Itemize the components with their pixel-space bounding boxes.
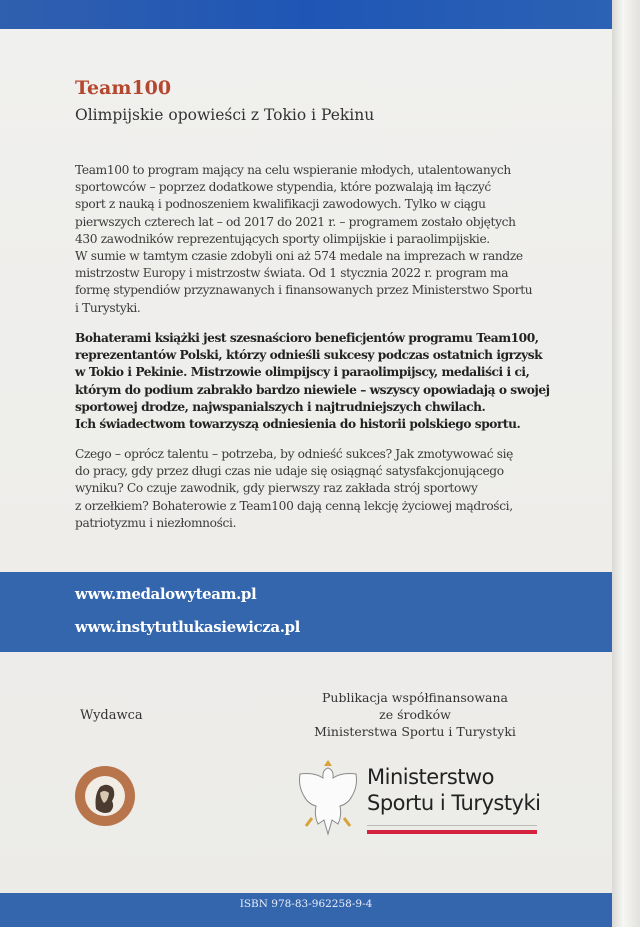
text-line: sportowej drodze, najwspanialszych i najtrudniejszych chwilach. bbox=[75, 399, 486, 414]
text-line: pierwszych czterech lat – od 2017 do 2021 r. – programem zostało objętych bbox=[75, 214, 516, 229]
ministry-name bbox=[367, 764, 540, 816]
description-paragraph-1 bbox=[75, 162, 532, 317]
text-line: patriotyzmu i niezłomności. bbox=[75, 515, 237, 530]
flag-divider-white bbox=[367, 825, 537, 826]
text-line: Sportu i Turystyki bbox=[367, 791, 541, 815]
text-line: którym do podium zabrakło bardzo niewiele – wszyscy opowiadają o swojej bbox=[75, 382, 550, 397]
book-subtitle: Olimpijskie opowieści z Tokio i Pekinu bbox=[75, 106, 375, 124]
link-instytutlukasiewicza[interactable]: www.instytutlukasiewicza.pl bbox=[75, 618, 300, 636]
top-blue-band bbox=[0, 0, 612, 29]
text-line: do pracy, gdy przez długi czas nie udaje się osiągnąć satysfakcjonującego bbox=[75, 464, 504, 479]
text-line: Bohaterami książki jest szesnaścioro beneficjentów programu Team100, bbox=[75, 331, 539, 345]
isbn: ISBN 978-83-962258-9-4 bbox=[239, 898, 373, 910]
flag-divider-red bbox=[367, 830, 537, 834]
text-line: mistrzostw Europy i mistrzostw świata. Od 1 stycznia 2022 r. program ma bbox=[75, 266, 509, 281]
publisher-label: Wydawca bbox=[80, 708, 143, 723]
funding-note bbox=[290, 689, 540, 740]
text-line: wyniku? Co czuje zawodnik, gdy pierwszy raz zakłada strój sportowy bbox=[75, 481, 478, 496]
text-line: sport z nauką i podnoszeniem kwalifikacji zawodowych. Tylko w ciągu bbox=[75, 197, 486, 212]
text-line: 430 zawodników reprezentujących sporty olimpijskie i paraolimpijskie. bbox=[75, 231, 490, 246]
text-line: sportowców – poprzez dodatkowe stypendia, które pozwalają im łączyć bbox=[75, 180, 491, 195]
text-line: w Tokio i Pekinie. Mistrzowie olimpijscy i paraolimpijscy, medaliści i ci, bbox=[75, 365, 530, 380]
link-medalowyteam[interactable]: www.medalowyteam.pl bbox=[75, 585, 257, 603]
cover-edge bbox=[612, 0, 640, 927]
text-line: formę stypendiów przyznawanych i finansowanych przez Ministerstwo Sportu bbox=[75, 283, 533, 298]
text-line: Ich świadectwom towarzyszą odniesienia do historii polskiego sportu. bbox=[75, 417, 521, 432]
text-line: Publikacja współfinansowana bbox=[322, 690, 508, 705]
text-line: Team100 to program mający na celu wspieranie młodych, utalentowanych bbox=[75, 163, 511, 177]
text-line: i Turystyki. bbox=[75, 300, 141, 315]
instytut-lukasiewicza-logo-icon bbox=[74, 765, 136, 827]
text-line: W sumie w tamtym czasie zdobyli oni aż 574 medale na imprezach w randze bbox=[75, 249, 523, 264]
text-line: reprezentantów Polski, którzy odnieśli sukcesy podczas ostatnich igrzysk bbox=[75, 348, 543, 363]
text-line: Czego – oprócz talentu – potrzeba, by odnieść sukces? Jak zmotywować się bbox=[75, 447, 514, 461]
text-line: ze środków bbox=[379, 707, 451, 722]
text-line: Ministerstwa Sportu i Turystyki bbox=[314, 724, 516, 739]
polish-eagle-emblem-icon bbox=[294, 760, 362, 838]
text-line: Ministerstwo bbox=[367, 765, 495, 789]
book-title: Team100 bbox=[75, 77, 172, 99]
text-line: z orzełkiem? Bohaterowie z Team100 dają cenną lekcję życiowej mądrości, bbox=[75, 498, 513, 513]
links-band bbox=[0, 572, 612, 652]
description-paragraph-2 bbox=[75, 330, 550, 433]
description-paragraph-3 bbox=[75, 446, 513, 532]
